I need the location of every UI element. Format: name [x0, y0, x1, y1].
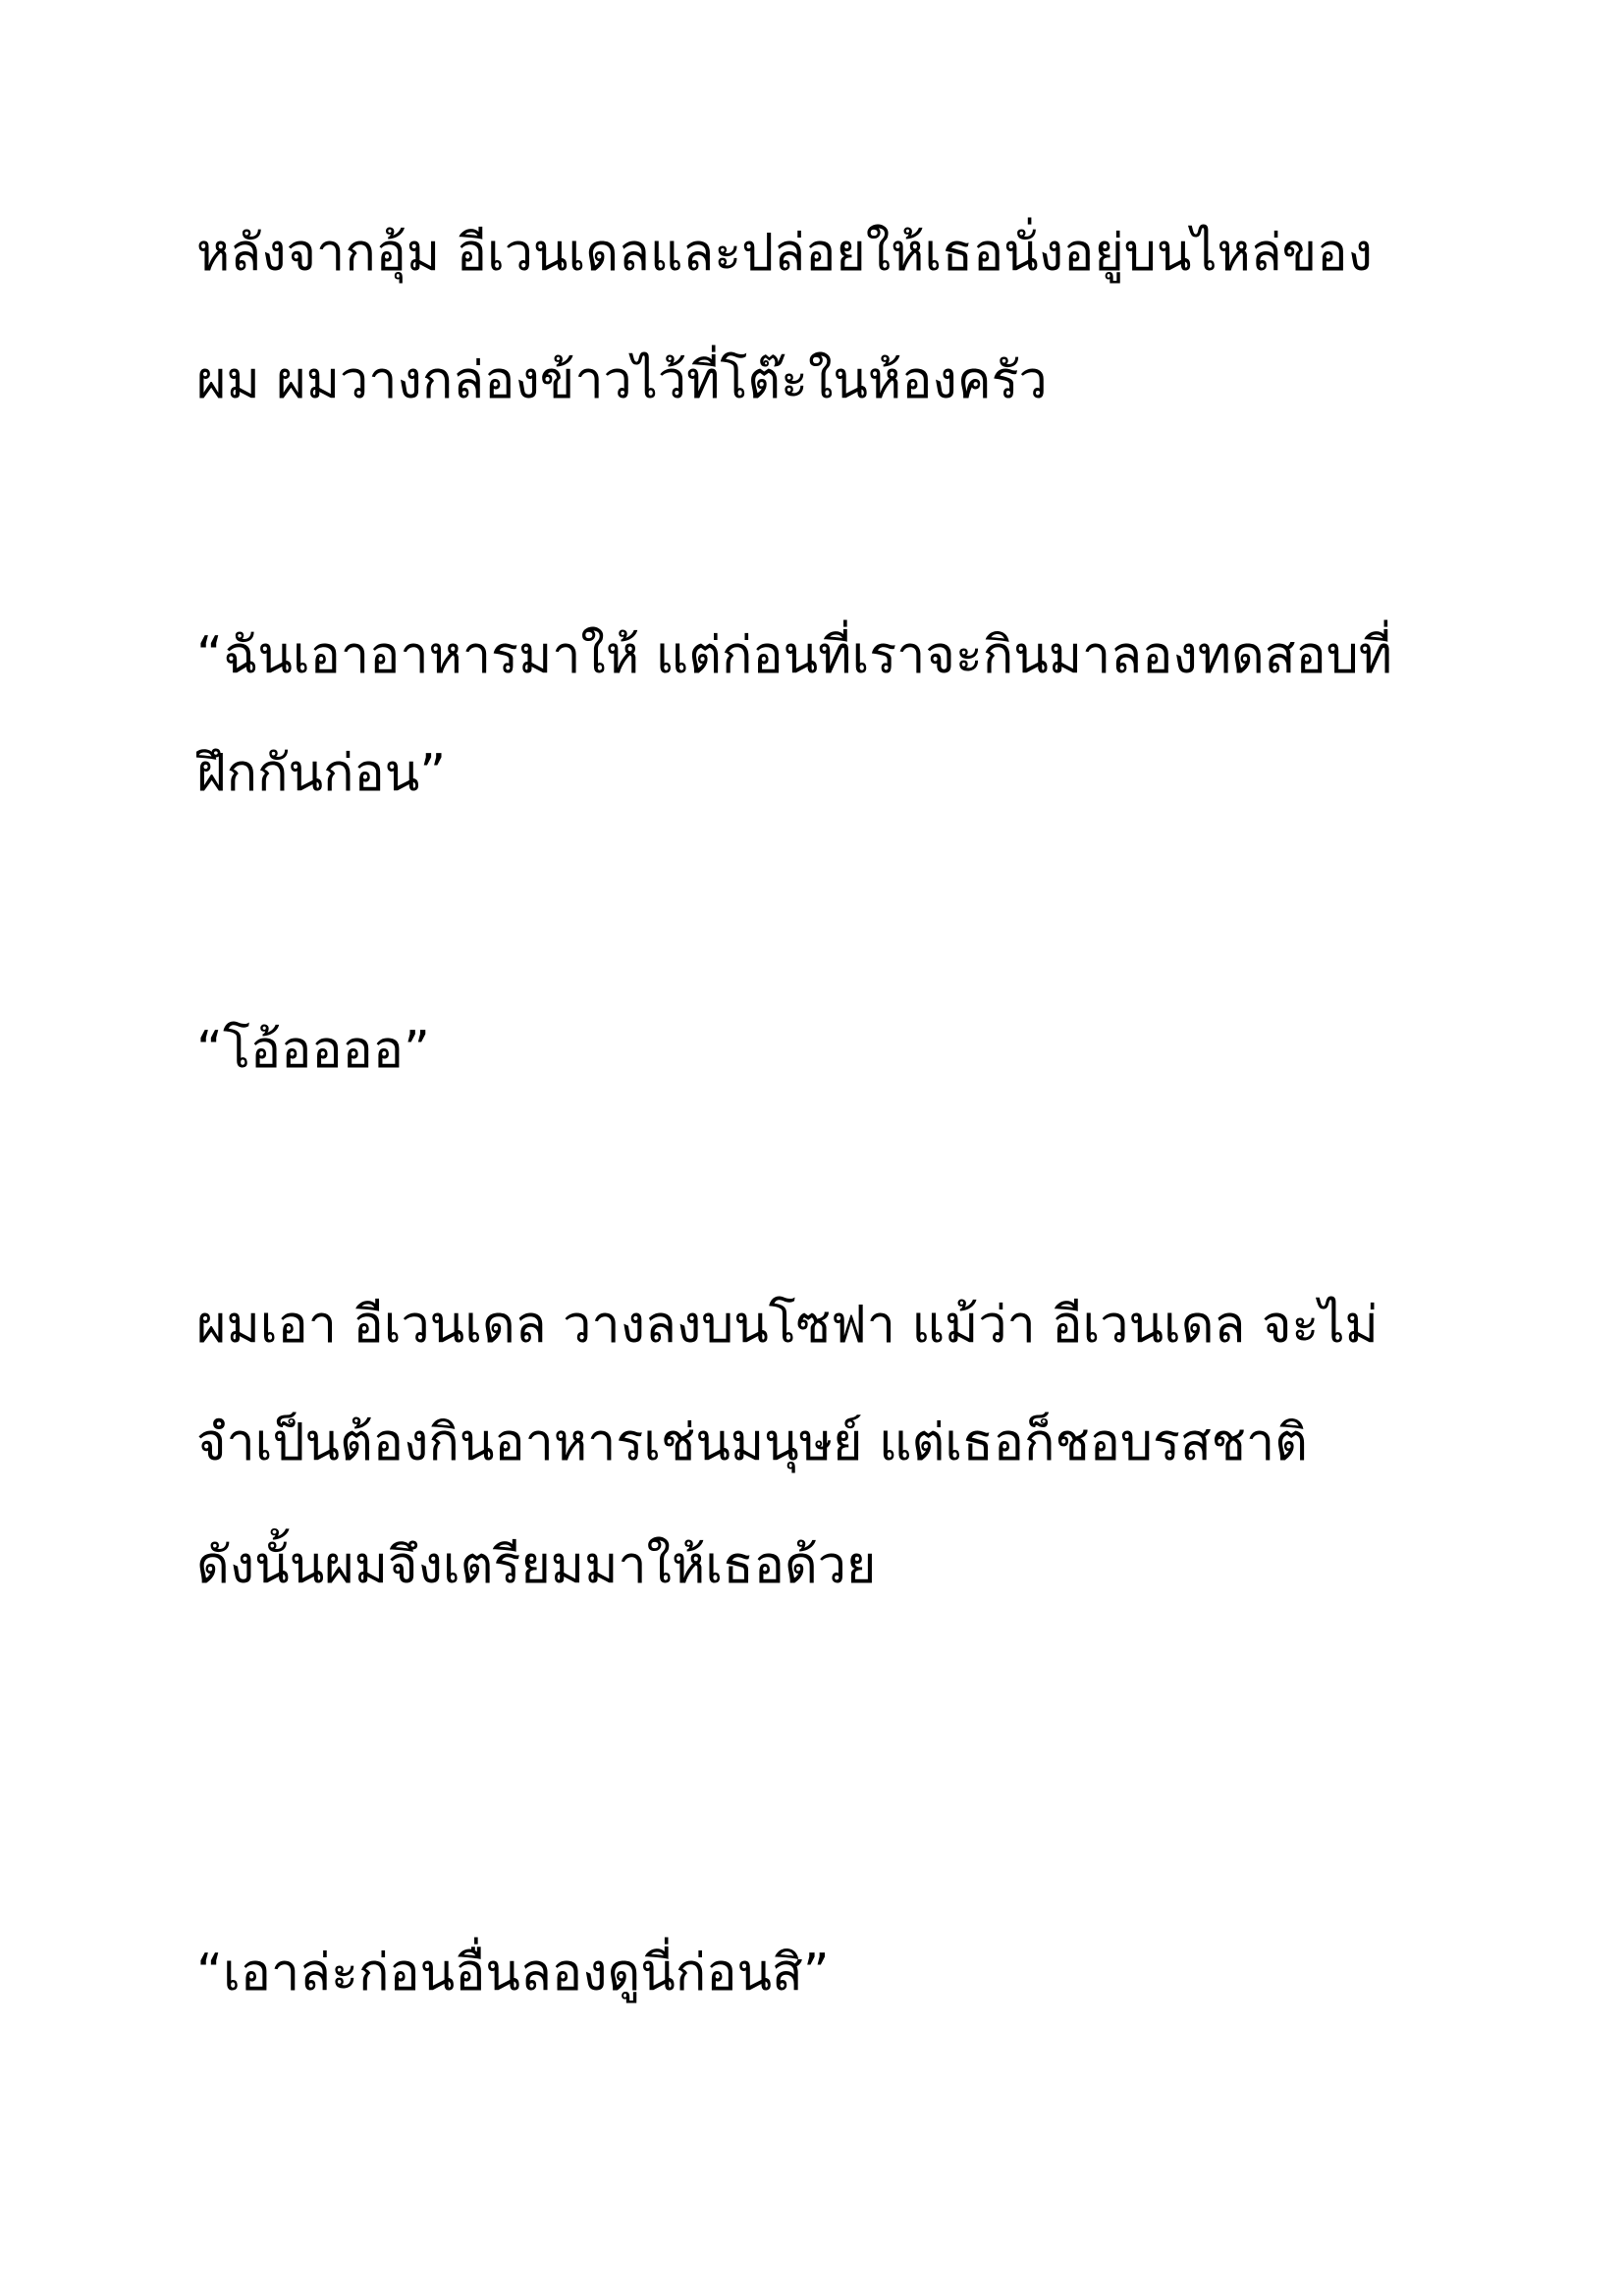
paragraph-2-line-1: “ฉันเอาอาหารมาให้ แต่ก่อนที่เราจะกินมาลองทดสอบที่ — [196, 626, 1393, 685]
paragraph-3-line-1: “โอ้ออออ” — [196, 1021, 430, 1080]
paragraph-1-line-2: ผม ผมวางกล่องข้าวไว้ที่โต๊ะในห้องครัว — [196, 351, 1048, 410]
paragraph-4-line-1: ผมเอา อีเวนเดล วางลงบนโซฟา แม้ว่า อีเวนเดล จะไม่ — [196, 1296, 1379, 1355]
paragraph-4-line-3: ดังนั้นผมจึงเตรียมมาให้เธอด้วย — [196, 1536, 877, 1595]
paragraph-4-line-2: จำเป็นต้องกินอาหารเช่นมนุษย์ แต่เธอก็ชอบรสชาติ — [196, 1414, 1308, 1472]
paragraph-5-line-1: “เอาล่ะก่อนอื่นลองดูนี่ก่อนสิ” — [196, 1944, 830, 2002]
paragraph-1-line-1: หลังจากอุ้ม อีเวนเดลและปล่อยให้เธอนั่งอยู่บนไหล่ของ — [196, 224, 1373, 283]
paragraph-2-line-2: ฝึกกันก่อน” — [196, 744, 447, 803]
